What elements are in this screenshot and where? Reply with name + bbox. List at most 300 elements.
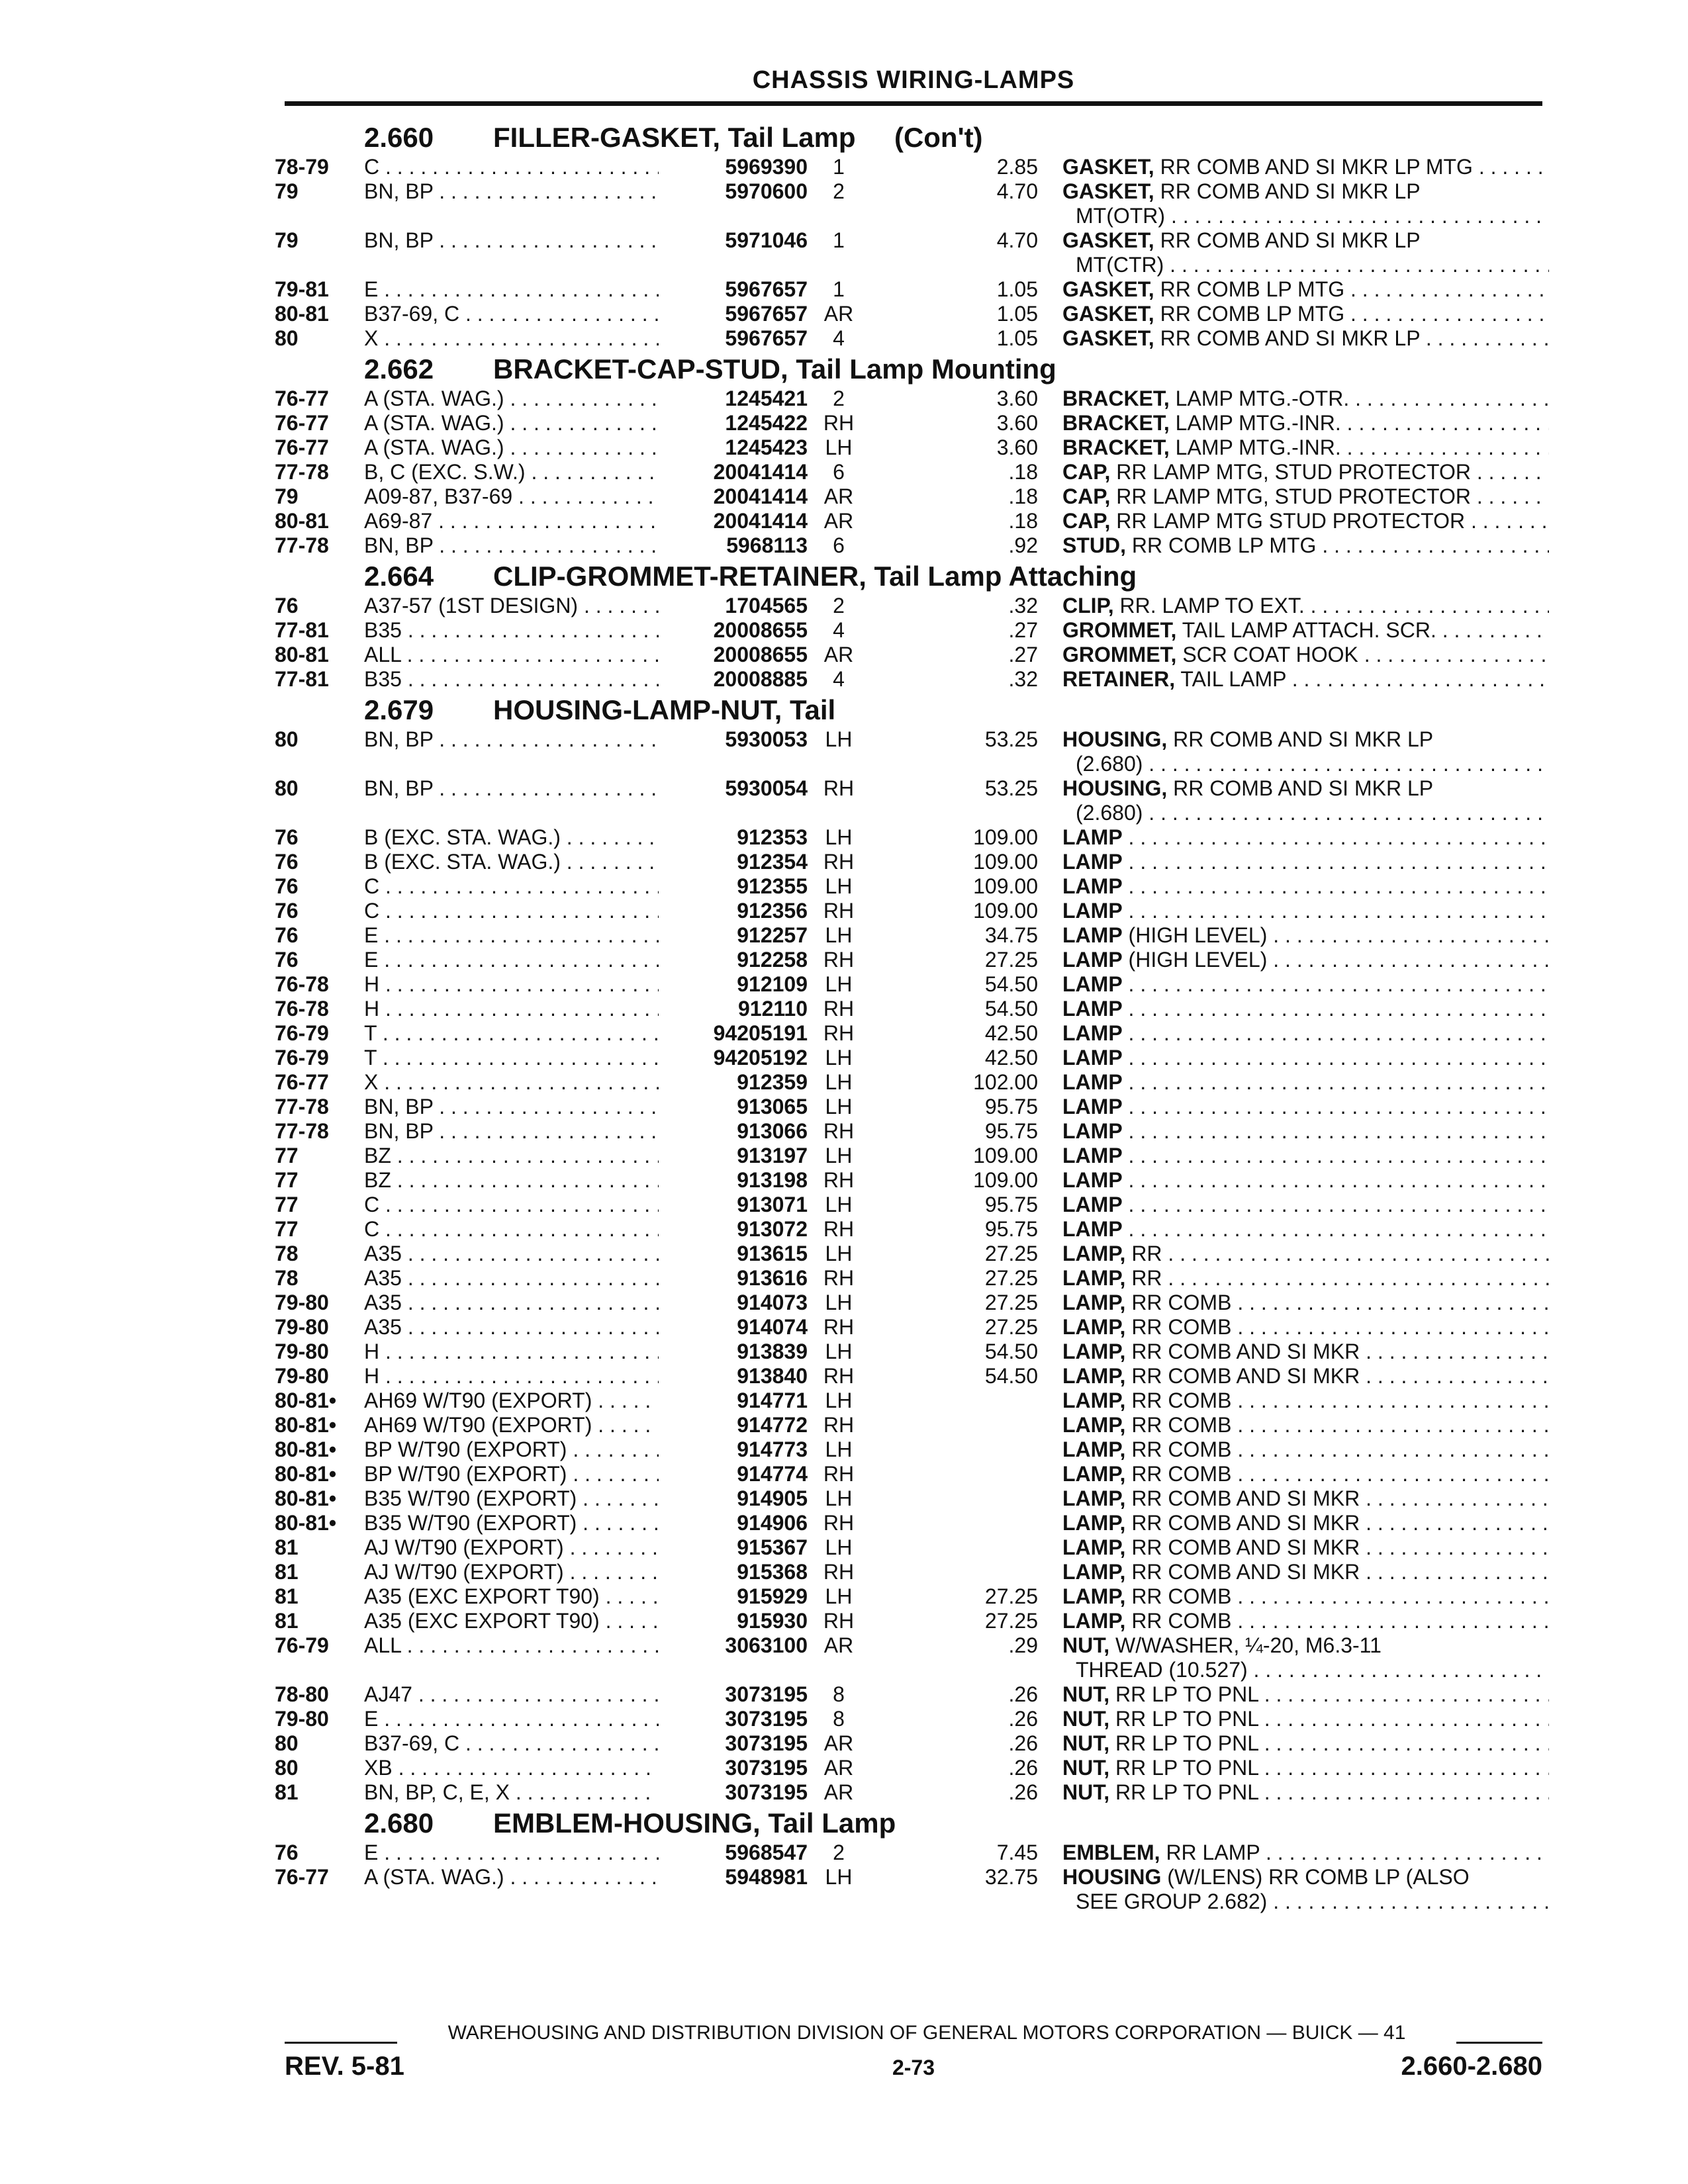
model-code-text: B (EXC. STA. WAG.) — [364, 825, 561, 849]
model-code-text: B35 W/T90 (EXPORT) — [364, 1511, 577, 1535]
description-continuation-text: (2.680) — [1076, 752, 1143, 776]
description-text: RR COMB AND SI MKR LP — [1160, 179, 1421, 203]
model-year: 79-81 — [275, 277, 329, 301]
model-year: 79 — [275, 179, 299, 203]
header-rule — [285, 101, 1542, 106]
description-continuation — [1076, 1658, 1549, 1682]
part-number: 94205191 — [713, 1021, 808, 1045]
model-year: 80-81• — [275, 1413, 337, 1437]
model-year: 76-79 — [275, 1633, 329, 1657]
quantity: LH — [825, 1242, 853, 1265]
description-keyword: LAMP — [1062, 1168, 1123, 1192]
model-code-text: BN, BP — [364, 533, 434, 557]
description — [1062, 1413, 1549, 1437]
parts-row — [275, 923, 1552, 948]
description-keyword: NUT, — [1062, 1707, 1110, 1731]
description-keyword: LAMP, — [1062, 1511, 1126, 1535]
group-name-wrap — [493, 1807, 896, 1839]
quantity: 8 — [833, 1707, 845, 1731]
parts-row — [275, 1437, 1552, 1462]
model-year: 76 — [275, 874, 299, 898]
parts-row — [275, 1266, 1552, 1291]
parts-row — [275, 1340, 1552, 1364]
model-code — [364, 435, 659, 460]
parts-row — [275, 460, 1552, 484]
description-text: RR. LAMP TO EXT. — [1119, 594, 1305, 617]
model-code-text: X — [364, 326, 379, 350]
description — [1062, 1291, 1549, 1315]
model-year: 80 — [275, 1756, 299, 1780]
description — [1062, 1242, 1549, 1266]
description-text: W/WASHER, ¼-20, M6.3-11 — [1115, 1633, 1382, 1657]
model-code — [364, 667, 659, 692]
group-name: FILLER-GASKET, Tail Lamp — [493, 122, 856, 153]
model-year: 77 — [275, 1144, 299, 1167]
part-number: 3073195 — [725, 1780, 808, 1804]
part-number: 20008655 — [713, 618, 808, 642]
model-code-text: B37-69, C — [364, 302, 460, 326]
part-number: 912359 — [737, 1070, 808, 1094]
parts-row — [275, 435, 1552, 460]
model-code-text: A35 (EXC EXPORT T90) — [364, 1584, 600, 1608]
description-continuation-text: MT(OTR) — [1076, 204, 1166, 228]
description-keyword: RETAINER, — [1062, 667, 1176, 691]
list-price: 109.00 — [973, 825, 1038, 849]
description-keyword: LAMP, — [1062, 1413, 1126, 1437]
description — [1062, 277, 1549, 302]
part-number: 914774 — [737, 1462, 808, 1486]
group-number: 2.660 — [364, 122, 434, 153]
parts-row — [275, 727, 1552, 752]
list-price: 27.25 — [984, 1315, 1038, 1339]
model-code-text: A35 — [364, 1291, 402, 1314]
list-price: 95.75 — [984, 1119, 1038, 1143]
list-price: 1.05 — [996, 277, 1038, 301]
model-year: 80 — [275, 326, 299, 350]
parts-row — [275, 667, 1552, 692]
description-keyword: LAMP — [1062, 1046, 1123, 1069]
model-code — [364, 899, 659, 923]
parts-row — [275, 277, 1552, 302]
quantity: LH — [825, 825, 853, 849]
model-year: 76 — [275, 899, 299, 923]
model-code — [364, 1437, 659, 1462]
group-suffix: (Con't) — [894, 122, 983, 153]
footer-division-text: WAREHOUSING AND DISTRIBUTION DIVISION OF GENERAL MOTORS CORPORATION — BUICK — 41 — [447, 2022, 1406, 2044]
parts-row-continuation — [275, 1658, 1552, 1682]
description — [1062, 594, 1549, 618]
quantity: 6 — [833, 533, 845, 557]
model-code — [364, 1865, 659, 1889]
description-keyword: HOUSING, — [1062, 776, 1168, 800]
part-number: 915367 — [737, 1535, 808, 1559]
description-keyword: EMBLEM, — [1062, 1841, 1160, 1864]
part-number: 915930 — [737, 1609, 808, 1633]
part-number: 1245423 — [725, 435, 808, 459]
description — [1062, 1095, 1549, 1119]
part-number: 5930053 — [725, 727, 808, 751]
model-year: 78 — [275, 1266, 299, 1290]
parts-row-continuation — [275, 253, 1552, 277]
model-year: 80-81• — [275, 1486, 337, 1510]
model-code-text: BN, BP — [364, 776, 434, 800]
description — [1062, 387, 1549, 411]
model-year: 78-79 — [275, 155, 329, 179]
parts-row — [275, 509, 1552, 533]
description-text: RR COMB — [1131, 1437, 1232, 1461]
part-number: 912109 — [737, 972, 808, 996]
description-text: RR COMB AND SI MKR — [1131, 1560, 1360, 1584]
model-code-text: BN, BP — [364, 727, 434, 751]
model-year: 76 — [275, 850, 299, 874]
model-code-text: H — [364, 1340, 380, 1363]
description-text: RR LAMP MTG, STUD PROTECTOR — [1116, 484, 1471, 508]
model-year: 76-79 — [275, 1021, 329, 1045]
description — [1062, 1560, 1549, 1584]
model-code — [364, 1168, 659, 1193]
description — [1062, 1584, 1549, 1609]
description — [1062, 776, 1549, 801]
model-year: 79-80 — [275, 1707, 329, 1731]
quantity: LH — [825, 923, 853, 947]
parts-row — [275, 776, 1552, 801]
model-year: 76-77 — [275, 411, 329, 435]
description — [1062, 1756, 1549, 1780]
part-number: 914771 — [737, 1388, 808, 1412]
parts-row — [275, 302, 1552, 326]
description-text: RR COMB — [1131, 1291, 1232, 1314]
parts-row — [275, 1413, 1552, 1437]
quantity: RH — [823, 850, 855, 874]
list-price: 54.50 — [984, 972, 1038, 996]
description-text: RR COMB AND SI MKR LP — [1160, 228, 1421, 252]
model-code — [364, 594, 659, 618]
model-code — [364, 1707, 659, 1731]
model-year: 79 — [275, 484, 299, 508]
part-number: 913066 — [737, 1119, 808, 1143]
model-year: 80-81 — [275, 643, 329, 666]
quantity: RH — [823, 1266, 855, 1290]
part-number: 914073 — [737, 1291, 808, 1314]
description-keyword: LAMP, — [1062, 1609, 1126, 1633]
model-code-text: AJ47 — [364, 1682, 412, 1706]
description — [1062, 1486, 1549, 1511]
model-year: 80-81 — [275, 509, 329, 533]
group-heading — [275, 692, 1552, 727]
description — [1062, 1841, 1549, 1865]
model-code-text: A (STA. WAG.) — [364, 435, 504, 459]
model-year: 78-80 — [275, 1682, 329, 1706]
list-price: 27.25 — [984, 1609, 1038, 1633]
description-keyword: NUT, — [1062, 1682, 1110, 1706]
model-year: 81 — [275, 1609, 299, 1633]
list-price: .27 — [1008, 618, 1038, 642]
group-name: EMBLEM-HOUSING, Tail Lamp — [493, 1807, 896, 1839]
parts-row — [275, 1511, 1552, 1535]
description-continuation-text: SEE GROUP 2.682) — [1076, 1889, 1268, 1913]
quantity: 1 — [833, 228, 845, 252]
description — [1062, 302, 1549, 326]
part-number: 5968113 — [726, 533, 808, 557]
model-year: 76-77 — [275, 387, 329, 410]
description-text: RR LAMP MTG, STUD PROTECTOR — [1116, 460, 1471, 484]
description — [1062, 1193, 1549, 1217]
description-keyword: GASKET, — [1062, 302, 1154, 326]
description-text: RR COMB — [1131, 1315, 1232, 1339]
parts-row — [275, 1021, 1552, 1046]
model-code — [364, 972, 659, 997]
model-code — [364, 1756, 659, 1780]
description-keyword: GASKET, — [1062, 228, 1154, 252]
model-code — [364, 533, 659, 558]
part-number: 913840 — [737, 1364, 808, 1388]
parts-row — [275, 899, 1552, 923]
part-number: 3063100 — [725, 1633, 808, 1657]
model-code — [364, 1021, 659, 1046]
model-code — [364, 1266, 659, 1291]
parts-row — [275, 850, 1552, 874]
description — [1062, 411, 1549, 435]
revision-label: REV. 5-81 — [285, 2052, 404, 2081]
model-code-text: A37-57 (1ST DESIGN) — [364, 594, 579, 617]
list-price: 95.75 — [984, 1217, 1038, 1241]
list-price: 27.25 — [984, 1584, 1038, 1608]
quantity: 4 — [833, 326, 845, 350]
quantity: LH — [825, 1584, 853, 1608]
model-code — [364, 1193, 659, 1217]
description — [1062, 484, 1549, 509]
page-header — [285, 66, 1542, 106]
model-code-text: E — [364, 1841, 379, 1864]
part-number: 914905 — [737, 1486, 808, 1510]
model-year: 76-79 — [275, 1046, 329, 1069]
list-price: 27.25 — [984, 948, 1038, 972]
parts-row-continuation — [275, 1889, 1552, 1914]
quantity: AR — [823, 1756, 854, 1780]
description-keyword: NUT, — [1062, 1780, 1110, 1804]
group-range: 2.660-2.680 — [1401, 2052, 1542, 2081]
model-code — [364, 1413, 659, 1437]
model-code — [364, 179, 659, 204]
part-number: 3073195 — [725, 1707, 808, 1731]
model-year: 76 — [275, 948, 299, 972]
model-code-text: A69-87 — [364, 509, 433, 533]
quantity: RH — [823, 1217, 855, 1241]
quantity: LH — [825, 1535, 853, 1559]
quantity: RH — [823, 899, 855, 923]
description — [1062, 1119, 1549, 1144]
quantity: AR — [823, 302, 854, 326]
model-code — [364, 387, 659, 411]
part-number: 1704565 — [725, 594, 808, 617]
parts-row — [275, 387, 1552, 411]
description-text: RR — [1131, 1242, 1162, 1265]
quantity: LH — [825, 1486, 853, 1510]
list-price: 109.00 — [973, 899, 1038, 923]
description — [1062, 1315, 1549, 1340]
model-code-text: C — [364, 874, 380, 898]
description-keyword: LAMP — [1062, 1217, 1123, 1241]
model-code — [364, 1584, 659, 1609]
quantity: AR — [823, 509, 854, 533]
description — [1062, 1609, 1549, 1633]
quantity: RH — [823, 1119, 855, 1143]
model-code-text: C — [364, 1193, 380, 1216]
description — [1062, 228, 1549, 253]
quantity: 4 — [833, 667, 845, 691]
part-number: 5967657 — [725, 326, 808, 350]
part-number: 913197 — [737, 1144, 808, 1167]
page-footer — [285, 2052, 1542, 2085]
model-year: 77-78 — [275, 1095, 329, 1118]
quantity: 6 — [833, 460, 845, 484]
quantity: RH — [823, 1315, 855, 1339]
part-number: 5969390 — [725, 155, 808, 179]
model-code-text: BN, BP, C, E, X — [364, 1780, 510, 1804]
parts-row — [275, 1707, 1552, 1731]
description-keyword: LAMP — [1062, 1021, 1123, 1045]
parts-row — [275, 1633, 1552, 1658]
description — [1062, 155, 1549, 179]
model-code — [364, 326, 659, 351]
model-code-text: AH69 W/T90 (EXPORT) — [364, 1388, 592, 1412]
group-heading — [275, 119, 1552, 155]
list-price: .18 — [1008, 509, 1038, 533]
model-code — [364, 1291, 659, 1315]
description-keyword: NUT, — [1062, 1756, 1110, 1780]
model-code-text: BP W/T90 (EXPORT) — [364, 1462, 567, 1486]
description-text: RR COMB AND SI MKR — [1131, 1340, 1360, 1363]
group-number: 2.680 — [364, 1807, 434, 1839]
parts-row — [275, 1584, 1552, 1609]
model-year: 76-77 — [275, 1865, 329, 1889]
description-text: RR COMB AND SI MKR LP — [1160, 326, 1420, 350]
description-text: SCR COAT HOOK — [1182, 643, 1358, 666]
description — [1062, 1388, 1549, 1413]
quantity: RH — [823, 1609, 855, 1633]
description — [1062, 1780, 1549, 1805]
part-number: 5930054 — [725, 776, 808, 800]
parts-row — [275, 1217, 1552, 1242]
description — [1062, 1217, 1549, 1242]
group-name: CLIP-GROMMET-RETAINER, Tail Lamp Attaching — [493, 561, 1137, 592]
part-number: 3073195 — [725, 1756, 808, 1780]
quantity: RH — [823, 1364, 855, 1388]
model-year: 80 — [275, 776, 299, 800]
model-year: 81 — [275, 1560, 299, 1584]
description-continuation — [1076, 204, 1549, 228]
model-code — [364, 948, 659, 972]
model-code-text: E — [364, 1707, 379, 1731]
list-price: 42.50 — [984, 1046, 1038, 1069]
description-keyword: LAMP — [1062, 825, 1123, 849]
list-price: 102.00 — [973, 1070, 1038, 1094]
group-name: HOUSING-LAMP-NUT, Tail — [493, 694, 836, 725]
list-price: 4.70 — [996, 228, 1038, 252]
list-price: 7.45 — [996, 1841, 1038, 1864]
list-price: 109.00 — [973, 850, 1038, 874]
list-price: 54.50 — [984, 997, 1038, 1021]
part-number: 912356 — [737, 899, 808, 923]
model-code-text: C — [364, 899, 380, 923]
description-text: RR LP TO PNL — [1115, 1707, 1258, 1731]
description-text: TAIL LAMP ATTACH. SCR. — [1182, 618, 1436, 642]
description-keyword: BRACKET, — [1062, 411, 1170, 435]
description-text: (HIGH LEVEL) — [1128, 923, 1268, 947]
description-text: RR LAMP MTG STUD PROTECTOR — [1116, 509, 1466, 533]
model-code — [364, 1242, 659, 1266]
description-keyword: GASKET, — [1062, 277, 1154, 301]
list-price: 109.00 — [973, 874, 1038, 898]
model-code — [364, 1633, 659, 1658]
quantity: LH — [825, 435, 853, 459]
model-year: 80 — [275, 1731, 299, 1755]
model-year: 80-81• — [275, 1388, 337, 1412]
description-keyword: LAMP, — [1062, 1535, 1126, 1559]
list-price: 54.50 — [984, 1364, 1038, 1388]
model-code — [364, 509, 659, 533]
model-code — [364, 1780, 659, 1805]
model-code — [364, 874, 659, 899]
part-number: 912258 — [737, 948, 808, 972]
model-year: 81 — [275, 1535, 299, 1559]
quantity: LH — [825, 972, 853, 996]
group-heading — [275, 558, 1552, 594]
model-year: 77 — [275, 1193, 299, 1216]
description-keyword: GASKET, — [1062, 179, 1154, 203]
parts-row — [275, 997, 1552, 1021]
model-year: 80-81• — [275, 1511, 337, 1535]
part-number: 913616 — [737, 1266, 808, 1290]
description-keyword: NUT, — [1062, 1731, 1110, 1755]
part-number: 3073195 — [725, 1731, 808, 1755]
list-price: 1.05 — [996, 302, 1038, 326]
description-keyword: LAMP, — [1062, 1291, 1126, 1314]
description — [1062, 1070, 1549, 1095]
description-text: LAMP MTG.-INR. — [1175, 435, 1341, 459]
list-price: .27 — [1008, 643, 1038, 666]
description-keyword: LAMP — [1062, 972, 1123, 996]
group-number: 2.662 — [364, 353, 434, 385]
quantity: LH — [825, 1291, 853, 1314]
list-price: .29 — [1008, 1633, 1038, 1657]
parts-row — [275, 1242, 1552, 1266]
quantity: 4 — [833, 618, 845, 642]
model-code — [364, 1095, 659, 1119]
model-code — [364, 1217, 659, 1242]
parts-row — [275, 825, 1552, 850]
description-keyword: GROMMET, — [1062, 618, 1177, 642]
model-code — [364, 643, 659, 667]
model-code — [364, 1535, 659, 1560]
quantity: 1 — [833, 155, 845, 179]
group-number: 2.664 — [364, 561, 434, 592]
description-keyword: LAMP, — [1062, 1315, 1126, 1339]
model-code — [364, 1682, 659, 1707]
model-code — [364, 277, 659, 302]
parts-row — [275, 1144, 1552, 1168]
model-code — [364, 1144, 659, 1168]
part-number: 912353 — [737, 825, 808, 849]
list-price: 109.00 — [973, 1144, 1038, 1167]
description-keyword: LAMP — [1062, 1119, 1123, 1143]
part-number: 913071 — [737, 1193, 808, 1216]
description — [1062, 1535, 1549, 1560]
list-price: 42.50 — [984, 1021, 1038, 1045]
description — [1062, 643, 1549, 667]
description — [1062, 1865, 1549, 1889]
model-code — [364, 155, 659, 179]
